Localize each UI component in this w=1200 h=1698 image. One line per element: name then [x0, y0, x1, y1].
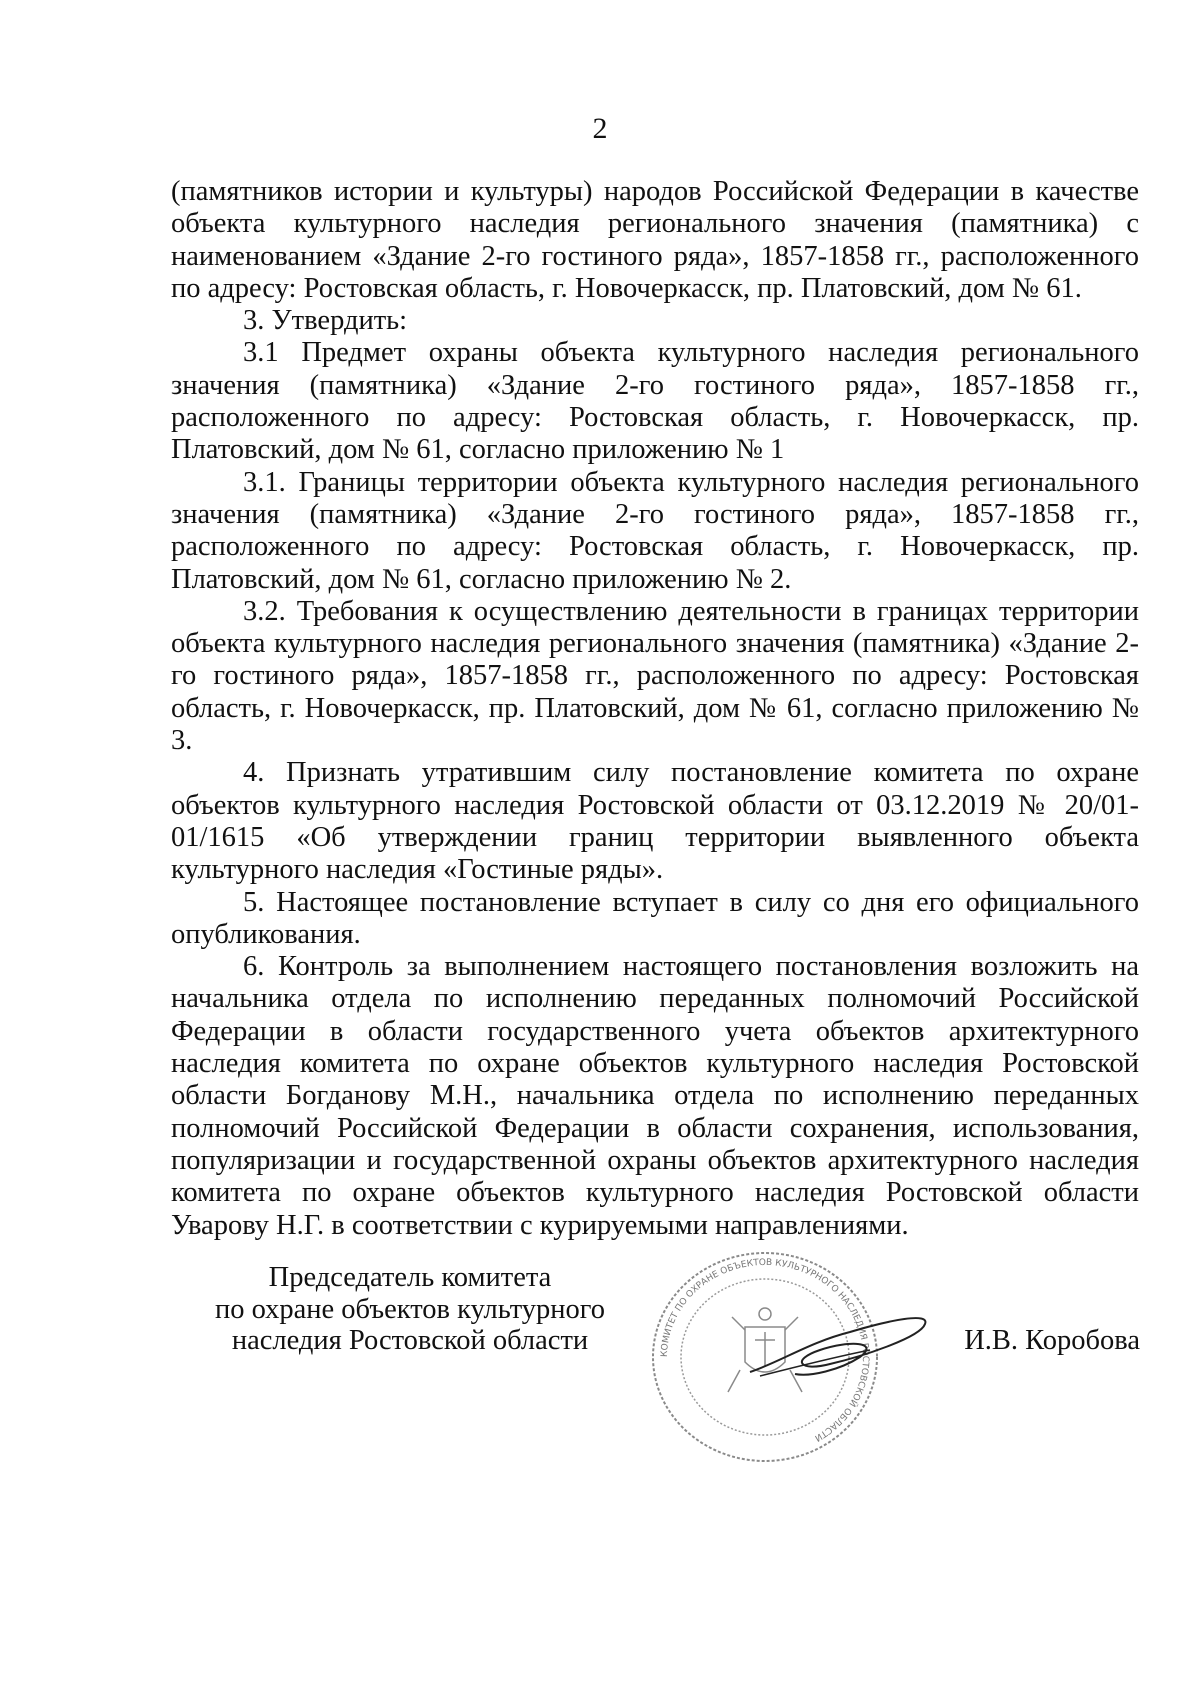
paragraph-item-3-2: 3.2. Требования к осуществлению деятельности в границах территории объекта культурного наследия регионального значения (памятника) «Здание 2- го гостиного ряда», 1857-1858 гг., расположенного по адресу: Ростовская область, г. Новочеркасск, пр. Платовский, дом № 61, согласно приложению № 3.: [171, 595, 1139, 757]
seal-ring-text: КОМИТЕТ ПО ОХРАНЕ ОБЪЕКТОВ КУЛЬТУРНОГО НАСЛЕДИЯ РОСТОВСКОЙ ОБЛАСТИ: [659, 1257, 871, 1443]
paragraph-continuation: (памятников истории и культуры) народов Российской Федерации в качестве объекта культурного наследия регионального значения (памятника) с наименованием «Здание 2-го гостиного ряда», 1857-1858 гг., расположенного по адресу: Ростовская область, г. Новочеркасск, пр. Платовский, дом № 61.: [171, 176, 1139, 304]
signer-title-line: Председатель комитета: [268, 1262, 552, 1293]
signer-title: [190, 1262, 630, 1357]
document-body: [171, 176, 1139, 1242]
signature-block: [0, 1257, 1200, 1522]
paragraph-item-5: 5. Настоящее постановление вступает в силу со дня его официального опубликования.: [171, 886, 1139, 950]
paragraph-item-3-1-boundaries: 3.1. Границы территории объекта культурного наследия регионального значения (памятника) «Здание 2-го гостиного ряда», 1857-1858 гг., расположенного по адресу: Ростовская область, г. Новочеркасск, пр. Платовский, дом № 61, согласно приложению № 2.: [171, 466, 1139, 595]
page-number: 2: [592, 112, 608, 145]
handwritten-signature: [740, 1302, 940, 1392]
signer-name: И.В. Коробова: [964, 1325, 1140, 1356]
signer-title-line: по охране объектов культурного: [214, 1293, 606, 1325]
signer-title-line: наследия Ростовской области: [231, 1325, 589, 1356]
paragraph-item-4: 4. Признать утратившим силу постановление комитета по охране объектов культурного наследия Ростовской области от 03.12.2019 № 20/01-01/1615 «Об утверждении границ территории выявленного объекта культурного наследия «Гостиные ряды».: [171, 757, 1139, 886]
paragraph-item-6: 6. Контроль за выполнением настоящего постановления возложить на начальника отдела по исполнению переданных полномочий Российской Федерации в области государственного учета объектов архитектурного наследия комитета по охране объектов культурного наследия Ростовской области Богданову М.Н., начальника отдела по исполнению переданных полномочий Российской Федерации в области сохранения, использования, популяризации и государственной охраны объектов архитектурного наследия комитета по охране объектов культурного наследия Ростовской области Уварову Н.Г. в соответствии с курируемыми направлениями.: [171, 951, 1139, 1241]
paragraph-item-3: 3. Утвердить:: [243, 305, 408, 337]
paragraph-item-3-1-subject: 3.1 Предмет охраны объекта культурного наследия регионального значения (памятника) «Здание 2-го гостиного ряда», 1857-1858 гг., расположенного по адресу: Ростовская область, г. Новочеркасск, пр. Платовский, дом № 61, согласно приложению № 1: [171, 337, 1139, 466]
